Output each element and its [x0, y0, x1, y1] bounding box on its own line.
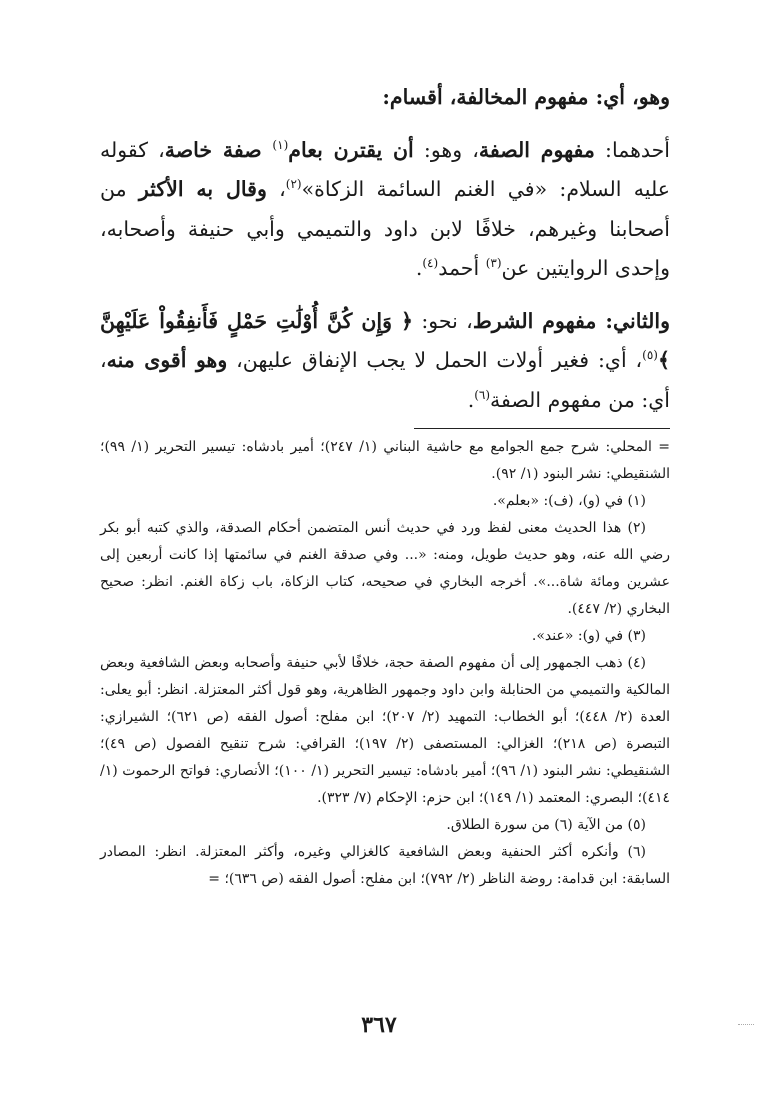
p1-majority: وقال به الأكثر	[138, 177, 267, 201]
p1-lead: أحدهما:	[594, 137, 671, 162]
p1-sep: ،	[266, 177, 286, 201]
footnote-6: (٦) وأنكره أكثر الحنفية وبعض الشافعية كالغزالي وغيره، وأكثر المعتزلة. انظر: المصادر السابقة: ابن قدامة: روضة الناظر (٢/ ٧٩٢)؛ ابن مفلح: أصول الفقه (ص ٦٣٦)؛ =	[100, 844, 670, 887]
term-mafhum-sifa: مفهوم الصفة	[478, 137, 595, 162]
footnote-5: (٥) من الآية (٦) من سورة الطلاق.	[446, 817, 646, 833]
footnote-ref-3[interactable]: (٣)	[485, 256, 502, 271]
footnotes	[100, 434, 670, 893]
p2-text-e: ، أي: من مفهوم الصفة	[100, 348, 670, 412]
paragraph-sifa	[100, 131, 670, 289]
footnote-continuation: = المحلي: شرح جمع الجوامع مع حاشية البناني (١/ ٢٤٧)؛ أمير بادشاه: تيسير التحرير (١/ ٩٩)؛ الشنقيطي: نشر البنود (١/ ٩٢).	[100, 439, 671, 482]
footnote-ref-2[interactable]: (٢)	[285, 177, 302, 192]
footnote-4: (٤) ذهب الجمهور إلى أن مفهوم الصفة حجة، خلافًا لأبي حنيفة وأصحابه وبعض الشافعية وبعض المالكية والتميمي من الحنابلة وابن داود وجمهور الظاهرية، وهو قول أكثر المعتزلة. انظر: أبو يعلى: العدة (٢/ ٤٤٨)؛ أبو الخطاب: التمهيد (٢/ ٢٠٧)؛ ابن مفلح: أصول الفقه (ص ٦٢١)؛ الشيرازي: التبصرة (ص ٢١٨)؛ الغزالي: المستصفى (٢/ ١٩٧)؛ القرافي: شرح تنقيح الفصول (ص ٤٩)؛ الشنقيطي: نشر البنود (١/ ٩٦)؛ أمير بادشاه: تيسير التحرير (١/ ١٠٠)؛ الأنصاري: فواتح الرحموت (١/ ٤١٤)؛ البصري: المعتمد (١/ ١٤٩)؛ ابن حزم: الإحكام (٧/ ٣٢٣).	[100, 655, 671, 806]
section-intro: وهو، أي: مفهوم المخالفة، أقسام:	[382, 85, 670, 109]
quran-verse: ﴿ وَإِن كُنَّ أُوْلَٰتِ حَمْلٍ فَأَنفِقُواْ عَلَيْهِنَّ ﴾	[100, 308, 670, 372]
p1-hadith: ، كقوله عليه السلام: «في الغنم السائمة الزكاة»	[100, 137, 670, 201]
p1-text-h: من أصحابنا وغيرهم، خلافًا لابن داود والتميمي وأبي حنيفة وأصحابه، وإحدى الروايتين عن	[100, 177, 670, 280]
p2-stronger: وهو أقوى منه	[106, 348, 228, 372]
main-text	[100, 78, 670, 420]
footnote-ref-5[interactable]: (٥)	[642, 348, 658, 363]
p2-lead: والثاني:	[596, 308, 671, 333]
footnote-1: (١) في (و)، (ف): «بعلم».	[492, 493, 646, 509]
footnote-ref-4[interactable]: (٤)	[422, 256, 439, 271]
p1-text-b: ، وهو:	[413, 137, 479, 162]
footnote-2: (٢) هذا الحديث معنى لفظ ورد في حديث أنس المتضمن أحكام الصدقة، والذي كتبه أبو بكر رضي الله عنه، وهو حديث طويل، ومنه: «... وفي صدقة الغنم في سائمتها إذا كانت أربعين إلى عشرين ومائة شاة...». أخرجه البخاري في صحيحه، كتاب الزكاة، باب زكاة الغنم. انظر: صحيح البخاري (٢/ ٤٤٧).	[100, 520, 670, 617]
margin-dots	[738, 1024, 754, 1025]
paragraph-shart	[100, 302, 670, 421]
p2-text-b: ، نحو:	[413, 308, 473, 333]
footnote-ref-6[interactable]: (٦)	[474, 387, 491, 402]
p1-definition-cont: صفة خاصة	[164, 137, 273, 162]
p1-definition: أن يقترن بعام	[288, 137, 414, 162]
footnote-separator	[414, 428, 670, 429]
p1-text-i: أحمد	[438, 256, 486, 280]
p2-end: .	[467, 387, 475, 412]
footnote-ref-1[interactable]: (١)	[272, 137, 289, 152]
page-number: ٣٦٧	[361, 1012, 397, 1038]
term-mafhum-shart: مفهوم الشرط	[472, 308, 597, 333]
p1-end: .	[415, 256, 423, 280]
p2-text-c: ، أي: فغير أولات الحمل لا يجب الإنفاق عليهن،	[227, 348, 643, 372]
footnote-3: (٣) في (و): «عند».	[531, 628, 646, 644]
